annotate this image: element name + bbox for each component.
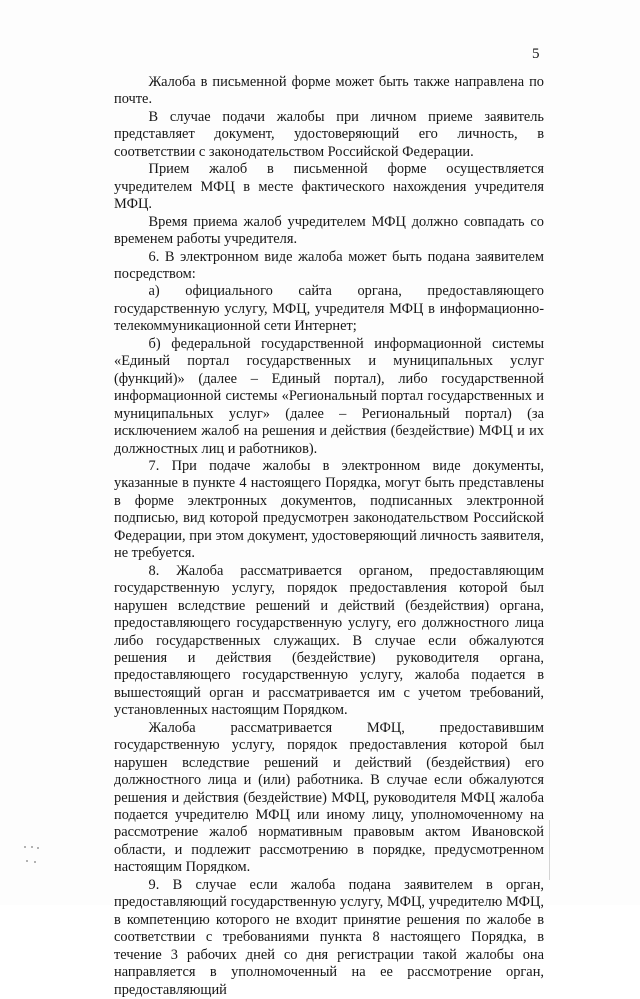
paragraph-item-6: 6. В электронном виде жалоба может быть подана заявителем посредством: (114, 248, 544, 282)
paragraph-written-reception: Прием жалоб в письменной форме осуществляется учредителем МФЦ в месте фактического нахождения учредителя МФЦ. (114, 161, 544, 213)
paragraph-item-6a: а) официального сайта органа, предоставляющего государственную услугу, МФЦ, учредителя МФЦ в информационно-телекоммуникационной сети Интернет; (114, 283, 544, 335)
paragraph-mail-submission: Жалоба в письменной форме может быть также направлена по почте. (114, 74, 544, 108)
scan-artifact-line (549, 820, 550, 880)
paragraph-item-6b: б) федеральной государственной информационной системы «Единый портал государственных и муниципальных услуг (функций)» (далее – Единый портал), либо государственной информационной системы «Региональный портал государственных и муниципальных услуг» (далее – Региональный портал) (за исключением жалоб на решения и действия (бездействие) МФЦ и их должностных лиц и работников). (114, 335, 544, 457)
paragraph-item-9: 9. В случае если жалоба подана заявителем в орган, предоставляющий государственную услугу, МФЦ, учредителю МФЦ, в компетенцию которого не входит принятие решения по жалобе в соответствии с требованиями пункта 8 настоящего Порядка, в течение 3 рабочих дней со дня регистрации такой жалобы она направляется в уполномоченный на ее рассмотрение орган, предоставляющий (114, 876, 544, 998)
document-body (114, 74, 544, 999)
paragraph-mfc-review: Жалоба рассматривается МФЦ, предоставившим государственную услугу, порядок предоставления которой был нарушен вследствие решений и действий (бездействия) его должностного лица и (или) работника. В случае если обжалуются решения и действия (бездействие) МФЦ, руководителя МФЦ жалоба подается учредителю МФЦ или иному лицу, уполномоченному на рассмотрение жалоб нормативным правовым актом Ивановской области, и подлежит рассмотрению в порядке, предусмотренном настоящим Порядком. (114, 719, 544, 876)
paragraph-item-8: 8. Жалоба рассматривается органом, предоставляющим государственную услугу, порядок предоставления которой был нарушен вследствие решений и действий (бездействия) органа, предоставляющего государственную услугу, его должностного лица либо государственных служащих. В случае если обжалуются решения и действия (бездействие) руководителя органа, предоставляющего государственную услугу, жалоба подается в вышестоящий орган и рассматривается им с учетом требований, установленных настоящим Порядком. (114, 562, 544, 719)
paragraph-reception-hours: Время приема жалоб учредителем МФЦ должно совпадать со временем работы учредителя. (114, 213, 544, 248)
paragraph-personal-reception: В случае подачи жалобы при личном приеме заявитель представляет документ, удостоверяющий его личность, в соответствии с законодательством Российской Федерации. (114, 108, 544, 160)
scan-edge-marks (22, 842, 42, 882)
paragraph-item-7: 7. При подаче жалобы в электронном виде документы, указанные в пункте 4 настоящего Порядка, могут быть представлены в форме электронных документов, подписанных электронной подписью, вид которой предусмотрен законодательством Российской Федерации, при этом документ, удостоверяющий личность заявителя, не требуется. (114, 457, 544, 562)
page-number: 5 (532, 46, 540, 62)
